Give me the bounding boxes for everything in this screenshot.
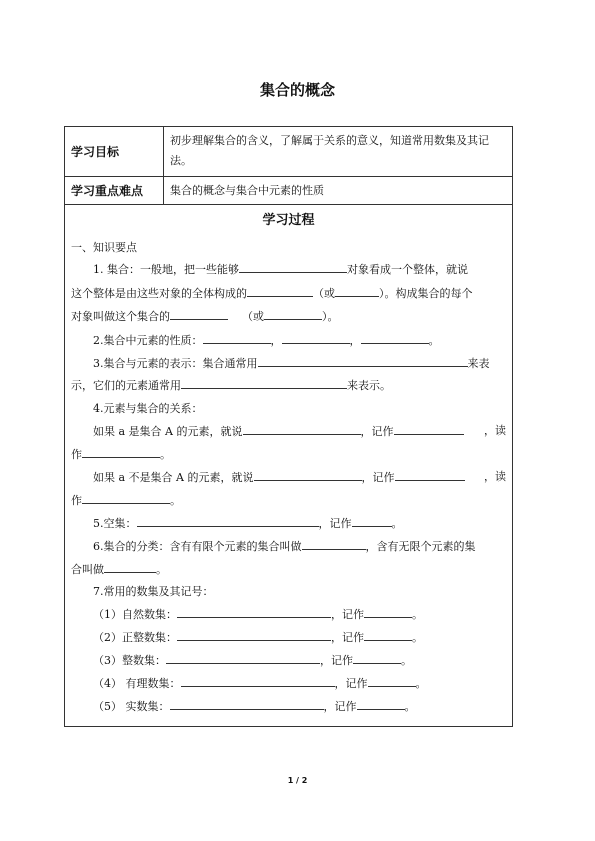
fill-blank[interactable]: [82, 492, 170, 504]
item-7: 7.常用的数集及其记号：: [93, 585, 214, 598]
item-5: 5.空集： ，记作 。: [93, 517, 403, 530]
fill-blank[interactable]: [181, 377, 347, 389]
item-4b-line-2: 作 。: [71, 494, 181, 507]
fill-blank[interactable]: [181, 675, 335, 687]
fill-blank[interactable]: [82, 446, 160, 458]
fill-blank[interactable]: [335, 285, 379, 297]
fill-blank[interactable]: [177, 629, 331, 641]
fill-blank[interactable]: [166, 652, 320, 664]
study-table: [64, 126, 513, 727]
item-2: 2.集合中元素的性质： ， ， 。: [93, 334, 440, 347]
fill-blank[interactable]: [302, 538, 366, 550]
fill-blank[interactable]: [203, 332, 271, 344]
item-4: 4.元素与集合的关系：: [93, 402, 203, 415]
item-4a-line-1: 如果 a 是集合 A 的元素，就说 ，记作 ，读: [93, 424, 506, 438]
item-3-line-2: 示，它们的元素通常用 来表示。: [71, 379, 391, 392]
fill-blank[interactable]: [239, 261, 347, 273]
goal-text: 初步理解集合的含义，了解属于关系的意义，知道常用数集及其记法。: [170, 134, 489, 167]
key-text: 集合的概念与集合中元素的性质: [170, 184, 324, 197]
fill-blank[interactable]: [282, 332, 350, 344]
page-number: 1 / 2: [287, 776, 308, 785]
fill-blank[interactable]: [352, 515, 392, 527]
number-set-2: （2）正整数集： ，记作 。: [93, 631, 423, 644]
fill-blank[interactable]: [170, 698, 324, 710]
goal-label: 学习目标: [71, 145, 120, 159]
table-row-divider: [65, 176, 512, 177]
fill-blank[interactable]: [170, 308, 228, 320]
fill-blank[interactable]: [258, 355, 468, 367]
item-4a-line-2: 作 。: [71, 448, 171, 461]
fill-blank[interactable]: [364, 629, 412, 641]
section-heading: 一、知识要点: [71, 241, 137, 254]
number-set-1: （1）自然数集： ，记作 。: [93, 608, 423, 621]
fill-blank[interactable]: [254, 469, 362, 481]
fill-blank[interactable]: [368, 675, 416, 687]
fill-blank[interactable]: [137, 515, 319, 527]
item-6-line-1: 6.集合的分类：含有有限个元素的集合叫做 ，含有无限个元素的集: [93, 540, 476, 553]
fill-blank[interactable]: [361, 332, 429, 344]
item-6-line-2: 合叫做 。: [71, 563, 167, 576]
item-4b-line-1: 如果 a 不是集合 A 的元素，就说 ，记作 ，读: [93, 470, 506, 484]
item-1-line-2: 这个整体是由这些对象的全体构成的 （或 ）。构成集合的每个: [71, 287, 473, 300]
table-column-divider: [163, 127, 164, 205]
table-row-divider: [65, 204, 512, 205]
fill-blank[interactable]: [395, 469, 465, 481]
page-title: 集合的概念: [259, 81, 335, 99]
number-set-3: （3）整数集： ，记作 。: [93, 654, 412, 667]
fill-blank[interactable]: [243, 423, 361, 435]
fill-blank[interactable]: [353, 652, 401, 664]
item-3-line-1: 3.集合与元素的表示：集合通常用 来表: [93, 357, 490, 370]
fill-blank[interactable]: [394, 423, 464, 435]
item-1-line-1: 1. 集合：一般地，把一些能够 对象看成一个整体，就说: [93, 263, 468, 276]
process-header: 学习过程: [262, 213, 315, 228]
fill-blank[interactable]: [264, 308, 322, 320]
fill-blank[interactable]: [247, 285, 313, 297]
key-label: 学习重点难点: [71, 184, 144, 198]
item-1-line-3: 对象叫做这个集合的 （或 ）。: [71, 310, 339, 323]
fill-blank[interactable]: [177, 606, 331, 618]
number-set-5: （5） 实数集： ，记作 。: [93, 700, 416, 713]
fill-blank[interactable]: [357, 698, 405, 710]
number-set-4: （4） 有理数集： ，记作 。: [93, 677, 427, 690]
fill-blank[interactable]: [104, 561, 156, 573]
fill-blank[interactable]: [364, 606, 412, 618]
